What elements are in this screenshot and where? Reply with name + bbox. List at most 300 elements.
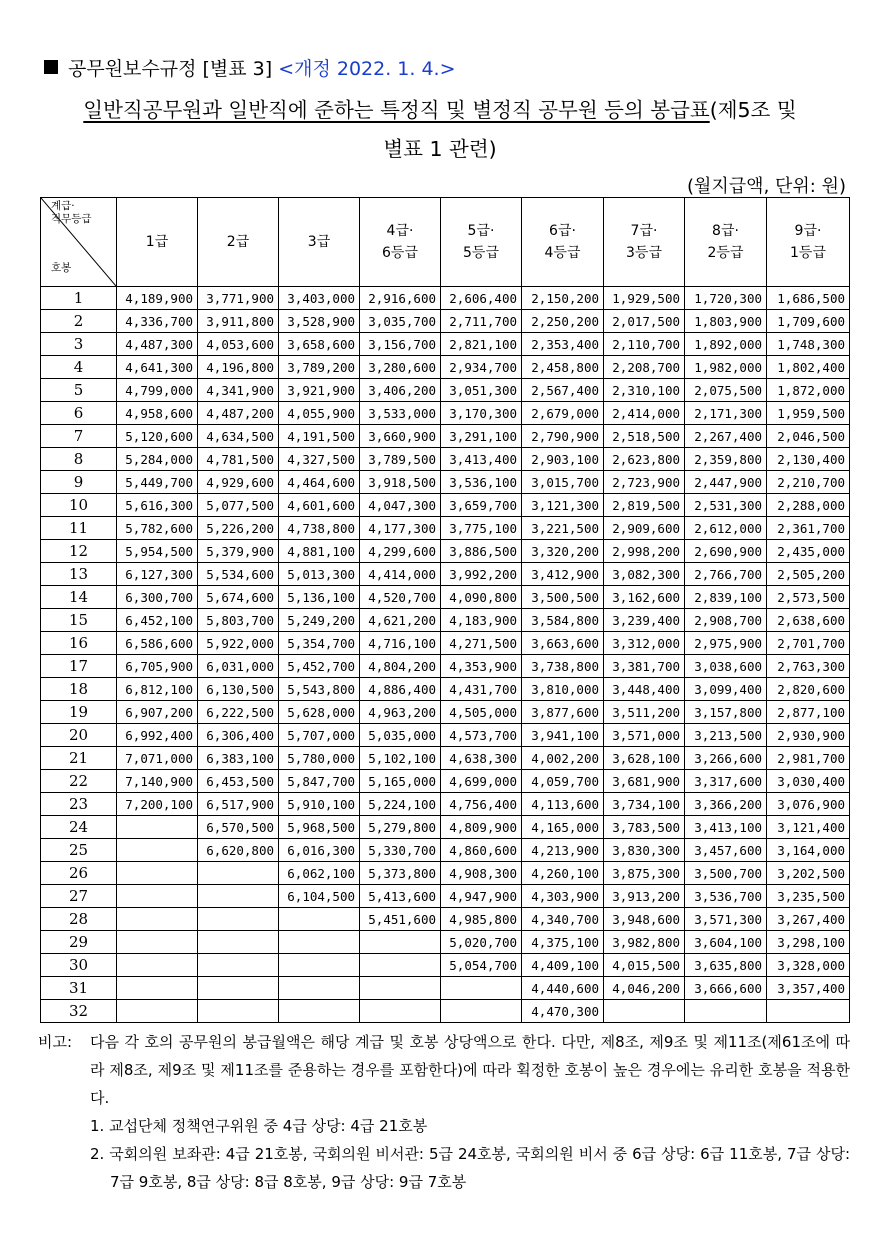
salary-cell: 4,327,500 [279,448,360,471]
salary-cell: 5,020,700 [441,931,522,954]
salary-cell: 6,453,500 [198,770,279,793]
step-cell: 18 [41,678,117,701]
step-cell: 32 [41,1000,117,1023]
salary-cell: 6,570,500 [198,816,279,839]
salary-cell: 3,992,200 [441,563,522,586]
step-cell: 31 [41,977,117,1000]
salary-cell: 3,266,600 [685,747,767,770]
salary-cell: 2,310,100 [604,379,685,402]
salary-cell: 3,941,100 [522,724,604,747]
salary-cell: 6,383,100 [198,747,279,770]
salary-cell: 3,921,900 [279,379,360,402]
salary-cell: 2,150,200 [522,287,604,310]
salary-cell [198,885,279,908]
salary-cell: 2,518,500 [604,425,685,448]
step-cell: 26 [41,862,117,885]
salary-cell: 3,381,700 [604,655,685,678]
salary-cell: 4,886,400 [360,678,441,701]
table-row [41,425,850,448]
table-row [41,494,850,517]
salary-cell: 3,121,300 [522,494,604,517]
step-cell: 28 [41,908,117,931]
salary-cell: 2,046,500 [767,425,850,448]
salary-cell: 3,403,000 [279,287,360,310]
step-cell: 7 [41,425,117,448]
salary-cell [441,977,522,1000]
regulation-name: 공무원보수규정 [별표 3] [68,58,273,80]
salary-cell: 1,686,500 [767,287,850,310]
salary-cell: 5,449,700 [117,471,198,494]
salary-cell: 3,412,900 [522,563,604,586]
salary-cell: 2,606,400 [441,287,522,310]
salary-cell: 3,734,100 [604,793,685,816]
salary-cell: 6,306,400 [198,724,279,747]
salary-cell: 1,709,600 [767,310,850,333]
salary-cell: 3,038,600 [685,655,767,678]
salary-cell: 4,487,200 [198,402,279,425]
salary-cell: 5,165,000 [360,770,441,793]
salary-cell: 5,954,500 [117,540,198,563]
salary-cell: 5,373,800 [360,862,441,885]
salary-cell: 4,299,600 [360,540,441,563]
salary-cell: 1,929,500 [604,287,685,310]
salary-cell: 4,487,300 [117,333,198,356]
salary-cell: 4,804,200 [360,655,441,678]
salary-cell: 5,534,600 [198,563,279,586]
remarks [38,1028,850,1196]
salary-cell: 5,035,000 [360,724,441,747]
salary-cell: 4,002,200 [522,747,604,770]
salary-cell: 6,222,500 [198,701,279,724]
salary-cell: 4,621,200 [360,609,441,632]
table-row [41,1000,850,1023]
salary-cell: 2,981,700 [767,747,850,770]
salary-cell: 3,015,700 [522,471,604,494]
salary-cell: 5,249,200 [279,609,360,632]
salary-cell: 4,738,800 [279,517,360,540]
salary-cell: 2,612,000 [685,517,767,540]
salary-cell: 5,616,300 [117,494,198,517]
salary-cell: 3,317,600 [685,770,767,793]
salary-cell: 4,059,700 [522,770,604,793]
salary-cell [117,839,198,862]
grade-header: 3급 [279,198,360,287]
step-cell: 15 [41,609,117,632]
step-cell: 11 [41,517,117,540]
salary-cell: 3,099,400 [685,678,767,701]
salary-cell: 3,666,600 [685,977,767,1000]
table-row [41,931,850,954]
salary-cell: 5,279,800 [360,816,441,839]
table-row [41,471,850,494]
salary-cell: 7,071,000 [117,747,198,770]
grade-header: 2급 [198,198,279,287]
salary-cell: 5,451,600 [360,908,441,931]
salary-cell: 3,239,400 [604,609,685,632]
salary-cell: 5,120,600 [117,425,198,448]
table-row [41,655,850,678]
salary-cell: 5,543,800 [279,678,360,701]
salary-cell: 3,291,100 [441,425,522,448]
salary-cell: 3,628,100 [604,747,685,770]
salary-cell: 1,872,000 [767,379,850,402]
remarks-item-2: 2. 국회의원 보좌관: 4급 21호봉, 국회의원 비서관: 5급 24호봉, 국회의원 비서 중 6급 상당: 6급 11호봉, 7급 상당: 7급 9호봉, 8급 상당: 8급 8호봉, 9급 상당: 9급 7호봉 [90,1145,850,1191]
salary-cell: 4,055,900 [279,402,360,425]
salary-cell [279,931,360,954]
salary-cell: 5,674,600 [198,586,279,609]
salary-cell: 4,046,200 [604,977,685,1000]
salary-cell: 3,913,200 [604,885,685,908]
step-cell: 25 [41,839,117,862]
step-cell: 13 [41,563,117,586]
table-row [41,563,850,586]
salary-cell: 2,908,700 [685,609,767,632]
salary-cell: 4,053,600 [198,333,279,356]
salary-cell: 1,720,300 [685,287,767,310]
salary-cell: 3,830,300 [604,839,685,862]
salary-cell: 2,130,400 [767,448,850,471]
salary-cell: 4,505,000 [441,701,522,724]
salary-cell: 3,413,100 [685,816,767,839]
salary-cell: 4,375,100 [522,931,604,954]
table-row [41,816,850,839]
salary-cell: 4,213,900 [522,839,604,862]
table-row [41,609,850,632]
salary-cell [441,1000,522,1023]
salary-cell: 7,140,900 [117,770,198,793]
salary-cell: 6,062,100 [279,862,360,885]
step-cell: 21 [41,747,117,770]
salary-cell: 4,015,500 [604,954,685,977]
salary-cell: 3,635,800 [685,954,767,977]
revision-note: <개정 2022. 1. 4.> [278,58,456,80]
salary-cell: 3,911,800 [198,310,279,333]
salary-cell: 3,500,700 [685,862,767,885]
salary-cell: 5,452,700 [279,655,360,678]
table-row [41,632,850,655]
salary-cell: 4,908,300 [441,862,522,885]
salary-cell: 5,136,100 [279,586,360,609]
salary-cell: 3,164,000 [767,839,850,862]
salary-cell [117,816,198,839]
salary-cell: 2,679,000 [522,402,604,425]
salary-cell: 3,810,000 [522,678,604,701]
salary-cell: 2,909,600 [604,517,685,540]
salary-cell [198,1000,279,1023]
salary-cell: 2,701,700 [767,632,850,655]
salary-cell: 1,802,400 [767,356,850,379]
step-cell: 30 [41,954,117,977]
salary-cell: 4,353,900 [441,655,522,678]
salary-cell: 4,165,000 [522,816,604,839]
table-row [41,402,850,425]
grade-header: 4급· 6등급 [360,198,441,287]
step-cell: 5 [41,379,117,402]
salary-cell: 3,162,600 [604,586,685,609]
table-row [41,701,850,724]
salary-cell: 6,620,800 [198,839,279,862]
salary-cell: 4,985,800 [441,908,522,931]
table-row [41,356,850,379]
salary-cell: 5,284,000 [117,448,198,471]
salary-cell: 4,189,900 [117,287,198,310]
salary-cell: 3,221,500 [522,517,604,540]
salary-cell: 4,638,300 [441,747,522,770]
salary-cell: 5,077,500 [198,494,279,517]
salary-cell: 2,930,900 [767,724,850,747]
salary-cell [198,954,279,977]
salary-cell: 2,171,300 [685,402,767,425]
step-cell: 29 [41,931,117,954]
salary-cell: 5,628,000 [279,701,360,724]
step-cell: 23 [41,793,117,816]
salary-cell: 5,013,300 [279,563,360,586]
salary-cell: 5,054,700 [441,954,522,977]
salary-cell [198,931,279,954]
table-row [41,954,850,977]
salary-cell: 2,903,100 [522,448,604,471]
salary-cell: 3,235,500 [767,885,850,908]
salary-cell: 2,359,800 [685,448,767,471]
salary-cell: 3,076,900 [767,793,850,816]
salary-cell [117,862,198,885]
step-cell: 24 [41,816,117,839]
salary-cell: 5,782,600 [117,517,198,540]
salary-cell: 3,604,100 [685,931,767,954]
salary-cell: 4,634,500 [198,425,279,448]
table-row [41,885,850,908]
salary-cell [117,977,198,1000]
salary-cell: 4,756,400 [441,793,522,816]
salary-cell: 4,191,500 [279,425,360,448]
salary-cell: 3,948,600 [604,908,685,931]
table-row [41,977,850,1000]
salary-cell: 4,260,100 [522,862,604,885]
salary-cell [117,908,198,931]
salary-cell: 2,447,900 [685,471,767,494]
grade-header: 5급· 5등급 [441,198,522,287]
salary-cell: 3,030,400 [767,770,850,793]
salary-cell: 3,500,500 [522,586,604,609]
salary-cell: 4,716,100 [360,632,441,655]
remarks-item-1: 1. 교섭단체 정책연구위원 중 4급 상당: 4급 21호봉 [90,1117,428,1135]
square-bullet-icon [44,60,58,74]
step-cell: 10 [41,494,117,517]
table-title-suffix: (제5조 및 [709,98,797,122]
salary-cell: 3,789,200 [279,356,360,379]
salary-cell: 3,571,300 [685,908,767,931]
step-cell: 8 [41,448,117,471]
salary-cell [360,954,441,977]
salary-cell: 4,781,500 [198,448,279,471]
salary-cell: 3,771,900 [198,287,279,310]
salary-cell [360,977,441,1000]
salary-cell: 4,929,600 [198,471,279,494]
salary-cell [198,908,279,931]
salary-cell: 2,820,600 [767,678,850,701]
salary-cell: 4,860,600 [441,839,522,862]
salary-cell: 3,280,600 [360,356,441,379]
step-cell: 16 [41,632,117,655]
salary-cell: 3,213,500 [685,724,767,747]
step-cell: 6 [41,402,117,425]
salary-cell: 2,821,100 [441,333,522,356]
grade-header: 9급· 1등급 [767,198,850,287]
salary-cell: 7,200,100 [117,793,198,816]
salary-cell: 5,102,100 [360,747,441,770]
table-title [0,93,880,123]
remarks-label: 비고: [38,1033,73,1051]
salary-cell: 2,435,000 [767,540,850,563]
salary-cell: 1,748,300 [767,333,850,356]
salary-cell: 3,528,900 [279,310,360,333]
salary-cell [279,977,360,1000]
table-row [41,586,850,609]
salary-cell: 3,035,700 [360,310,441,333]
salary-cell: 2,208,700 [604,356,685,379]
table-row [41,770,850,793]
salary-cell: 3,170,300 [441,402,522,425]
salary-cell: 3,571,000 [604,724,685,747]
salary-cell: 4,177,300 [360,517,441,540]
table-body [41,287,850,1023]
salary-cell [279,1000,360,1023]
salary-cell: 6,907,200 [117,701,198,724]
salary-cell [198,862,279,885]
table-row [41,724,850,747]
salary-cell [117,1000,198,1023]
salary-cell: 4,303,900 [522,885,604,908]
salary-cell: 4,464,600 [279,471,360,494]
table-row [41,839,850,862]
table-row [41,540,850,563]
step-cell: 17 [41,655,117,678]
table-row [41,793,850,816]
salary-cell: 2,361,700 [767,517,850,540]
salary-cell: 2,288,000 [767,494,850,517]
salary-cell: 4,641,300 [117,356,198,379]
salary-cell: 6,812,100 [117,678,198,701]
salary-cell: 6,300,700 [117,586,198,609]
salary-cell: 5,780,000 [279,747,360,770]
salary-cell: 2,975,900 [685,632,767,655]
step-cell: 12 [41,540,117,563]
salary-cell: 3,366,200 [685,793,767,816]
salary-cell: 2,790,900 [522,425,604,448]
salary-cell: 4,799,000 [117,379,198,402]
salary-cell: 2,723,900 [604,471,685,494]
table-row [41,448,850,471]
step-cell: 1 [41,287,117,310]
salary-cell: 3,658,600 [279,333,360,356]
salary-cell: 4,336,700 [117,310,198,333]
regulation-header [44,54,456,81]
salary-cell: 4,113,600 [522,793,604,816]
salary-cell: 2,567,400 [522,379,604,402]
salary-cell: 5,803,700 [198,609,279,632]
salary-cell: 4,271,500 [441,632,522,655]
grade-header: 1급 [117,198,198,287]
salary-cell [117,931,198,954]
table-row [41,379,850,402]
salary-cell: 2,916,600 [360,287,441,310]
salary-cell: 3,312,000 [604,632,685,655]
salary-cell: 3,448,400 [604,678,685,701]
salary-cell: 3,298,100 [767,931,850,954]
salary-cell: 3,533,000 [360,402,441,425]
salary-cell: 3,918,500 [360,471,441,494]
salary-cell: 5,226,200 [198,517,279,540]
salary-cell: 3,663,600 [522,632,604,655]
salary-cell: 3,875,300 [604,862,685,885]
salary-cell: 2,414,000 [604,402,685,425]
salary-cell: 3,511,200 [604,701,685,724]
salary-cell: 3,886,500 [441,540,522,563]
salary-cell: 3,681,900 [604,770,685,793]
step-cell: 20 [41,724,117,747]
salary-cell: 4,881,100 [279,540,360,563]
salary-cell: 2,267,400 [685,425,767,448]
salary-cell: 3,738,800 [522,655,604,678]
salary-cell: 3,157,800 [685,701,767,724]
salary-cell: 3,202,500 [767,862,850,885]
salary-cell: 3,659,700 [441,494,522,517]
salary-cell: 2,819,500 [604,494,685,517]
salary-cell: 4,573,700 [441,724,522,747]
table-row [41,310,850,333]
salary-cell: 6,705,900 [117,655,198,678]
table-row [41,678,850,701]
salary-cell [685,1000,767,1023]
table-row [41,517,850,540]
salary-cell: 2,623,800 [604,448,685,471]
salary-cell: 3,982,800 [604,931,685,954]
table-row [41,747,850,770]
salary-cell: 5,910,100 [279,793,360,816]
salary-cell [279,908,360,931]
salary-cell: 4,809,900 [441,816,522,839]
salary-cell: 4,963,200 [360,701,441,724]
step-cell: 27 [41,885,117,908]
salary-cell: 3,357,400 [767,977,850,1000]
salary-cell: 2,505,200 [767,563,850,586]
salary-cell: 4,699,000 [441,770,522,793]
unit-label: (월지급액, 단위: 원) [687,176,846,197]
salary-cell: 2,839,100 [685,586,767,609]
salary-cell: 1,803,900 [685,310,767,333]
salary-cell: 5,224,100 [360,793,441,816]
salary-cell: 6,452,100 [117,609,198,632]
salary-cell: 5,330,700 [360,839,441,862]
salary-cell: 6,104,500 [279,885,360,908]
salary-cell: 3,320,200 [522,540,604,563]
salary-table [40,197,850,1023]
salary-cell: 3,406,200 [360,379,441,402]
salary-cell: 6,031,000 [198,655,279,678]
salary-cell: 4,409,100 [522,954,604,977]
corner-header-cell [41,198,117,287]
salary-cell: 2,353,400 [522,333,604,356]
salary-cell: 3,457,600 [685,839,767,862]
salary-cell: 3,051,300 [441,379,522,402]
salary-cell: 3,775,100 [441,517,522,540]
salary-cell: 4,196,800 [198,356,279,379]
salary-cell: 5,354,700 [279,632,360,655]
salary-cell: 3,328,000 [767,954,850,977]
salary-cell: 2,573,500 [767,586,850,609]
salary-cell: 2,766,700 [685,563,767,586]
step-cell: 19 [41,701,117,724]
